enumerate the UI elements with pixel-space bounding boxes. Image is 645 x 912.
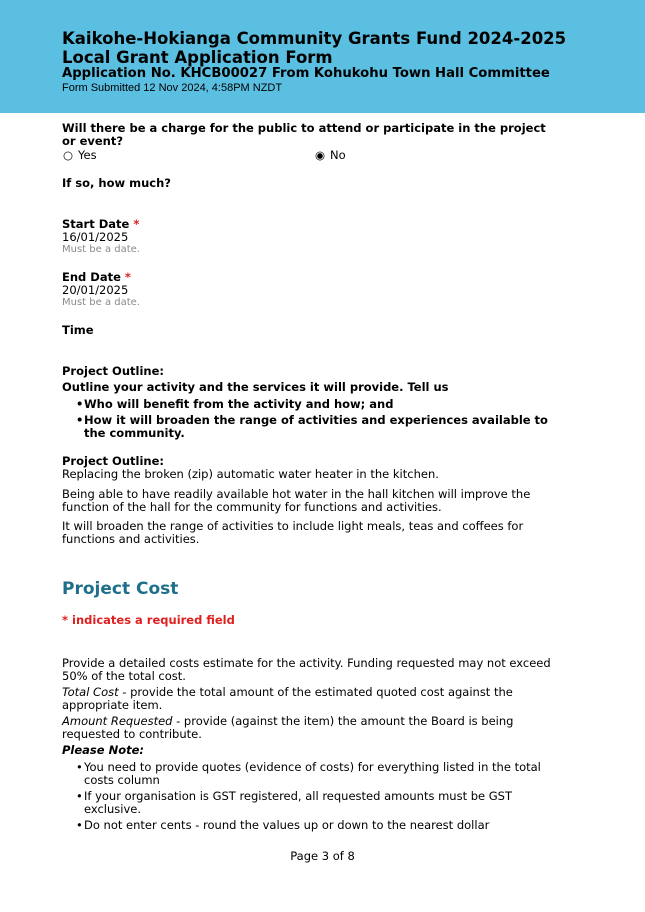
outline-answer-label: Project Outline: (62, 454, 164, 468)
submitted-timestamp: Form Submitted 12 Nov 2024, 4:58PM NZDT (62, 82, 283, 94)
radio-no[interactable] (314, 149, 346, 162)
start-date-hint: Must be a date. (62, 244, 140, 255)
list-item: • If your organisation is GST registered, all requested amounts must be GST exclusive. (76, 789, 513, 816)
total-cost-desc: Total Cost - provide the total amount of the estimated quoted cost against the appropriate item. (62, 685, 513, 712)
project-cost-title: Project Cost (62, 579, 179, 599)
outline-prompt: Outline your activity and the services it will provide. Tell us (62, 380, 449, 394)
radio-yes-label: Yes (78, 148, 97, 162)
charge-question: Will there be a charge for the public to attend or participate in the project or event? (62, 121, 546, 148)
form-title: Kaikohe-Hokianga Community Grants Fund 2024-2025 (62, 29, 567, 48)
header-banner (0, 0, 645, 113)
start-date-value: 16/01/2025 (62, 230, 129, 244)
total-cost-term: Total Cost (62, 685, 119, 699)
list-item: • How it will broaden the range of activities and experiences available to the community. (76, 413, 548, 440)
page-number: Page 3 of 8 (290, 849, 355, 863)
start-date-label: Start Date * (62, 217, 140, 231)
outline-answer-2: Being able to have readily available hot water in the hall kitchen will improve the function of the hall for the community for functions and activities. (62, 487, 531, 514)
radio-yes[interactable] (62, 149, 97, 162)
list-item: • You need to provide quotes (evidence of costs) for everything listed in the total costs column (76, 760, 541, 787)
how-much-label: If so, how much? (62, 176, 171, 190)
form-subtitle: Local Grant Application Form (62, 48, 333, 67)
radio-selected-icon: ◉ (314, 148, 326, 162)
bullet-icon: • (76, 789, 83, 803)
radio-no-label: No (330, 148, 346, 162)
outline-bullets (62, 398, 552, 443)
end-date-value: 20/01/2025 (62, 283, 129, 297)
time-label: Time (62, 323, 94, 337)
bullet-icon: • (76, 413, 84, 427)
amount-requested-desc: Amount Requested - provide (against the item) the amount the Board is being requested to contribute. (62, 714, 514, 741)
cost-intro: Provide a detailed costs estimate for the activity. Funding requested may not exceed 50% of the total cost. (62, 656, 551, 683)
list-item: • Who will benefit from the activity and how; and (76, 397, 394, 411)
outline-answer-1: Replacing the broken (zip) automatic water heater in the kitchen. (62, 467, 439, 481)
outline-answer-3: It will broaden the range of activities to include light meals, teas and coffees for functions and activities. (62, 519, 524, 546)
required-field-note: * indicates a required field (62, 613, 235, 627)
amount-requested-term: Amount Requested (62, 714, 173, 728)
application-number: Application No. KHCB00027 From Kohukohu Town Hall Committee (62, 66, 550, 81)
end-date-label: End Date * (62, 270, 131, 284)
bullet-icon: • (76, 760, 83, 774)
end-date-hint: Must be a date. (62, 297, 140, 308)
bullet-icon: • (76, 818, 83, 832)
required-marker: * (124, 270, 131, 284)
notes-list (62, 761, 557, 835)
required-marker: * (133, 217, 140, 231)
radio-unselected-icon: ○ (62, 148, 74, 162)
bullet-icon: • (76, 397, 84, 411)
please-note-label: Please Note: (62, 743, 144, 757)
list-item: • Do not enter cents - round the values up or down to the nearest dollar (76, 818, 490, 832)
outline-label: Project Outline: (62, 364, 164, 378)
